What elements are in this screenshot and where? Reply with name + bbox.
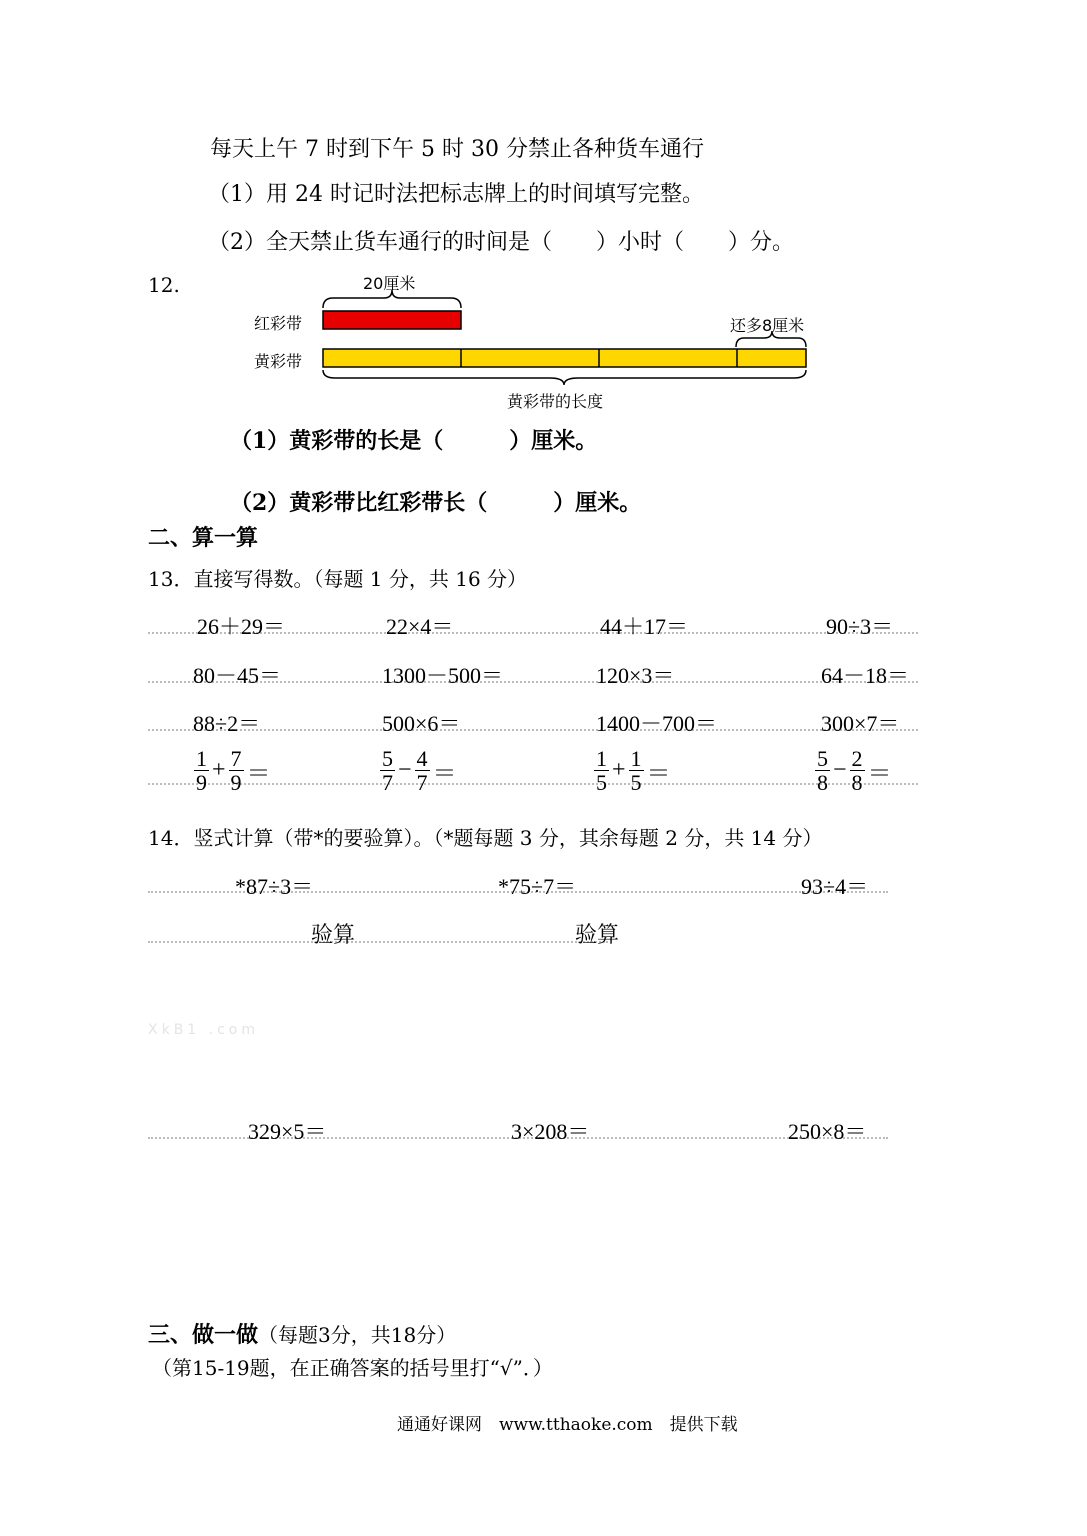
fraction [815, 747, 830, 794]
red-ribbon-label: 红彩带 [254, 314, 303, 333]
fraction [594, 747, 609, 794]
equals-sign: ＝ [867, 761, 892, 788]
q12-number: 12. [148, 273, 180, 297]
denominator: 8 [851, 770, 863, 796]
oral-calc: 26＋29＝ [197, 614, 286, 639]
oral-calc: 1400－700＝ [596, 711, 718, 736]
check-label: 验算 [575, 923, 620, 948]
numerator: 4 [416, 746, 428, 771]
denominator: 8 [817, 770, 828, 796]
vertical-calc: *87÷3＝ [235, 874, 314, 899]
numerator: 1 [196, 746, 207, 771]
operator: − [833, 757, 847, 784]
top-brace-label: 20厘米 [363, 274, 416, 293]
q12-sub2: （2）黄彩带比红彩带长（ ）厘米。 [230, 490, 642, 516]
denominator: 9 [230, 770, 242, 796]
denominator: 7 [382, 770, 393, 796]
fraction [850, 747, 865, 794]
numerator: 2 [851, 746, 863, 771]
oral-calc: 1300－500＝ [382, 663, 504, 688]
operator: − [398, 757, 412, 784]
footer: 通通好课网 www.tthaoke.com 提供下载 [397, 1415, 738, 1435]
oral-calc: 300×7＝ [821, 711, 900, 736]
fraction [380, 747, 395, 794]
numerator: 1 [596, 746, 607, 771]
sign-text: 每天上午 7 时到下午 5 时 30 分禁止各种货车通行 [210, 137, 704, 162]
q11-sub1: （1）用 24 时记时法把标志牌上的时间填写完整。 [208, 182, 704, 207]
q12-sub1: （1）黄彩带的长是（ ）厘米。 [230, 428, 598, 454]
section3-heading [148, 1318, 456, 1349]
numerator: 1 [630, 746, 642, 771]
fraction [194, 747, 209, 794]
numerator: 5 [817, 746, 828, 771]
section3-instruction: （第15-19题，在正确答案的括号里打“√”．） [152, 1356, 553, 1380]
oral-calc: 90÷3＝ [826, 614, 894, 639]
fraction [415, 747, 430, 794]
check-label: 验算 [311, 923, 356, 948]
fraction-calc [380, 747, 460, 794]
yellow-ribbon-label: 黄彩带 [254, 352, 303, 371]
vertical-calc: 93÷4＝ [801, 874, 869, 899]
section3-title: 三、做一做 [148, 1322, 259, 1348]
yellow-ribbon-bar [323, 349, 806, 367]
denominator: 9 [196, 770, 207, 796]
vertical-calc: 3×208＝ [511, 1119, 590, 1144]
equals-sign: ＝ [646, 761, 671, 788]
denominator: 5 [596, 770, 607, 796]
q14-title: 14．竖式计算（带*的要验算）。（*题每题 3 分，其余每题 2 分，共 14 分） [148, 826, 823, 850]
numerator: 7 [230, 746, 242, 771]
operator: + [212, 757, 226, 784]
dotted-guide [148, 941, 608, 943]
vertical-calc: 329×5＝ [248, 1119, 327, 1144]
fraction-calc [194, 747, 274, 794]
bottom-brace [323, 370, 806, 385]
operator: + [612, 757, 626, 784]
fraction [629, 747, 644, 794]
yellow-length-label: 黄彩带的长度 [507, 392, 604, 411]
denominator: 5 [630, 770, 642, 796]
q13-title: 13．直接写得数。（每题 1 分，共 16 分） [148, 567, 528, 591]
section2-title: 二、算一算 [148, 525, 259, 551]
vertical-calc: *75÷7＝ [498, 874, 577, 899]
oral-calc: 64－18＝ [821, 663, 910, 688]
equals-sign: ＝ [246, 761, 271, 788]
q11-sub2: （2）全天禁止货车通行的时间是（ ）小时（ ）分。 [208, 230, 794, 255]
numerator: 5 [382, 746, 393, 771]
vertical-calc: 250×8＝ [788, 1119, 867, 1144]
section3-score: （每题3分，共18分） [258, 1323, 457, 1347]
equals-sign: ＝ [432, 761, 457, 788]
watermark: XkB1 .com [148, 1022, 260, 1038]
fraction [229, 747, 244, 794]
oral-calc: 44＋17＝ [600, 614, 689, 639]
dotted-guide [148, 729, 918, 731]
oral-calc: 80－45＝ [193, 663, 282, 688]
fraction-calc [815, 747, 895, 794]
oral-calc: 500×6＝ [382, 711, 461, 736]
red-ribbon-bar [323, 311, 461, 329]
oral-calc: 22×4＝ [386, 614, 454, 639]
oral-calc: 88÷2＝ [193, 711, 261, 736]
oral-calc: 120×3＝ [596, 663, 675, 688]
fraction-calc [594, 747, 674, 794]
denominator: 7 [416, 770, 428, 796]
extra-length-label: 还多8厘米 [730, 316, 805, 335]
